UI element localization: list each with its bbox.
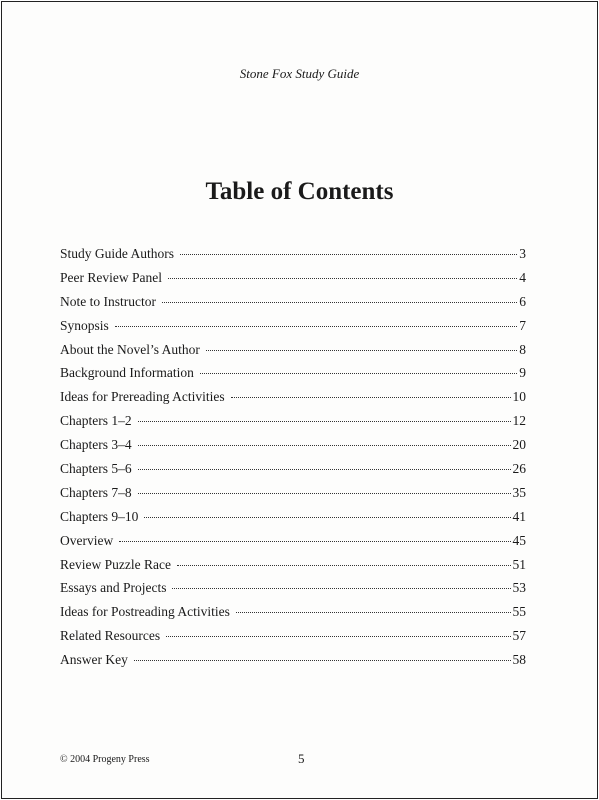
toc-entry — [60, 485, 526, 509]
toc-entry-page-number: 9 — [519, 365, 526, 381]
toc-entry-label: Peer Review Panel — [60, 269, 162, 285]
toc-entry — [60, 628, 526, 652]
toc-entry-label: Chapters 1–2 — [60, 413, 132, 429]
toc-entry-label: About the Novel’s Author — [60, 341, 200, 357]
toc-entry — [60, 365, 526, 389]
toc-entry-label: Review Puzzle Race — [60, 556, 171, 572]
page-title: Table of Contents — [205, 178, 394, 205]
toc-entry-page-number: 58 — [512, 652, 526, 668]
toc-entry-page-number: 3 — [519, 246, 526, 261]
dot-leader — [144, 517, 510, 518]
toc-entry — [60, 413, 526, 437]
toc-entry-page-number: 20 — [512, 437, 526, 453]
toc-entry — [60, 509, 526, 533]
toc-entry-page-number: 41 — [512, 508, 526, 524]
toc-entry-label: Background Information — [60, 365, 194, 381]
toc-entry-label: Study Guide Authors — [60, 246, 175, 261]
dot-leader — [138, 421, 511, 422]
toc-entry — [60, 270, 526, 294]
dot-leader — [138, 493, 511, 494]
dot-leader — [231, 397, 511, 398]
dot-leader — [168, 278, 517, 279]
dot-leader — [172, 588, 510, 589]
toc-entry-page-number: 4 — [519, 269, 526, 285]
toc-entry — [60, 246, 526, 270]
dot-leader — [236, 612, 511, 613]
toc-entry — [60, 294, 526, 318]
toc-entry-page-number: 35 — [512, 484, 526, 500]
toc-entry-label: Ideas for Postreading Activities — [60, 604, 230, 620]
toc-entry — [60, 604, 526, 628]
dot-leader — [138, 469, 511, 470]
toc-entry-label: Related Resources — [60, 628, 161, 644]
toc-entry-page-number: 10 — [512, 389, 526, 405]
dot-leader — [177, 565, 511, 566]
toc-entry-page-number: 45 — [512, 532, 526, 548]
toc-entry-page-number: 12 — [512, 413, 526, 429]
running-header: Stone Fox Study Guide — [239, 66, 360, 81]
toc-entry-label: Essays and Projects — [60, 580, 167, 596]
document-page — [1, 1, 598, 799]
dot-leader — [180, 254, 517, 255]
toc-entry — [60, 437, 526, 461]
dot-leader — [162, 302, 517, 303]
toc-entry-page-number: 8 — [519, 341, 526, 357]
dot-leader — [119, 541, 510, 542]
toc-entry — [60, 318, 526, 342]
toc-entry-label: Overview — [60, 532, 114, 548]
toc-entry — [60, 557, 526, 581]
toc-entry-page-number: 55 — [512, 604, 526, 620]
dot-leader — [206, 350, 517, 351]
toc-entry-label: Chapters 9–10 — [60, 508, 139, 524]
toc-entry-page-number: 53 — [512, 580, 526, 596]
toc-entry — [60, 389, 526, 413]
toc-entry — [60, 580, 526, 604]
dot-leader — [138, 445, 511, 446]
toc-entry-label: Chapters 5–6 — [60, 461, 132, 477]
toc-entry-label: Synopsis — [60, 317, 109, 333]
toc-entry-label: Chapters 7–8 — [60, 484, 132, 500]
toc-entry-page-number: 6 — [519, 293, 526, 309]
toc-entry-label: Ideas for Prereading Activities — [60, 389, 225, 405]
toc-entry-page-number: 51 — [512, 556, 526, 572]
dot-leader — [134, 660, 511, 661]
toc-entry — [60, 533, 526, 557]
table-of-contents — [60, 246, 526, 676]
copyright-notice: © 2004 Progeny Press — [60, 754, 150, 765]
toc-entry-page-number: 26 — [512, 461, 526, 477]
toc-entry — [60, 461, 526, 485]
dot-leader — [200, 373, 517, 374]
toc-entry-label: Note to Instructor — [60, 293, 156, 309]
dot-leader — [115, 326, 517, 327]
toc-entry — [60, 652, 526, 676]
page-number: 5 — [298, 751, 305, 766]
toc-entry-label: Chapters 3–4 — [60, 437, 132, 453]
toc-entry — [60, 342, 526, 366]
toc-entry-page-number: 57 — [512, 628, 526, 644]
toc-entry-page-number: 7 — [519, 317, 526, 333]
toc-entry-label: Answer Key — [60, 652, 128, 668]
dot-leader — [166, 636, 510, 637]
